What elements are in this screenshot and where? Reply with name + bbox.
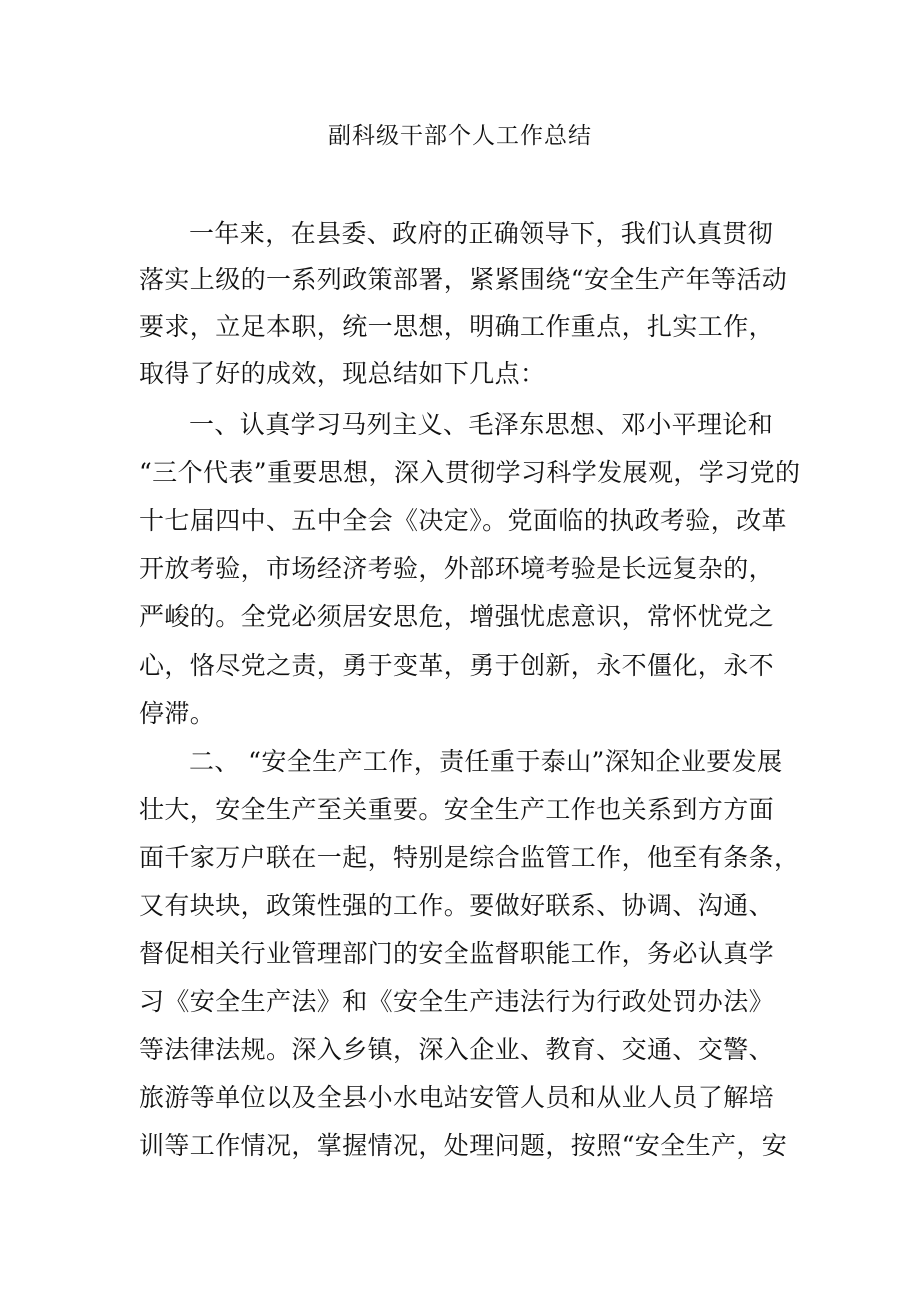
- paragraph-line: 十七届四中、五中全会《决定》。党面临的执政考验，改革: [139, 506, 787, 535]
- paragraph-line: 二、 “安全生产工作，责任重于泰山”深知企业要发展: [189, 747, 783, 776]
- paragraph-line: 旅游等单位以及全县小水电站安管人员和从业人员了解培: [139, 1083, 775, 1112]
- paragraph-line: 心，恪尽党之责，勇于变革，勇于创新，永不僵化，永不: [139, 651, 775, 680]
- paragraph-line: “三个代表”重要思想，深入贯彻学习科学发展观，学习党的: [139, 458, 801, 487]
- document-title: 副科级干部个人工作总结: [328, 123, 592, 149]
- paragraph-line: 落实上级的一系列政策部署，紧紧围绕“安全生产年等活动: [139, 265, 788, 294]
- paragraph-line: 停滞。: [139, 699, 216, 728]
- paragraph-line: 督促相关行业管理部门的安全监督职能工作，务必认真学: [139, 939, 775, 968]
- paragraph-line: 一年来，在县委、政府的正确领导下，我们认真贯彻: [189, 219, 774, 248]
- paragraph-line: 开放考验，市场经济考验，外部环境考验是长远复杂的，: [139, 554, 775, 583]
- paragraph-line: 要求，立足本职，统一思想，明确工作重点，扎实工作，: [139, 312, 775, 341]
- paragraph-line: 壮大，安全生产至关重要。安全生产工作也关系到方方面: [139, 795, 775, 824]
- paragraph-line: 等法律法规。深入乡镇，深入企业、教育、交通、交警、: [139, 1035, 775, 1064]
- paragraph-line: 一、认真学习马列主义、毛泽东思想、邓小平理论和: [189, 410, 774, 439]
- paragraph-line: 训等工作情况，掌握情况，处理问题，按照“安全生产，安: [139, 1131, 788, 1160]
- paragraph-line: 又有块块，政策性强的工作。要做好联系、协调、沟通、: [139, 891, 775, 920]
- paragraph-line: 取得了好的成效，现总结如下几点：: [139, 359, 546, 388]
- paragraph-line: 习《安全生产法》和《安全生产违法行为行政处罚办法》: [139, 987, 775, 1016]
- paragraph-line: 面千家万户联在一起，特别是综合监管工作，他至有条条，: [139, 843, 800, 872]
- paragraph-line: 严峻的。全党必须居安思危，增强忧虑意识，常怀忧党之: [139, 602, 775, 631]
